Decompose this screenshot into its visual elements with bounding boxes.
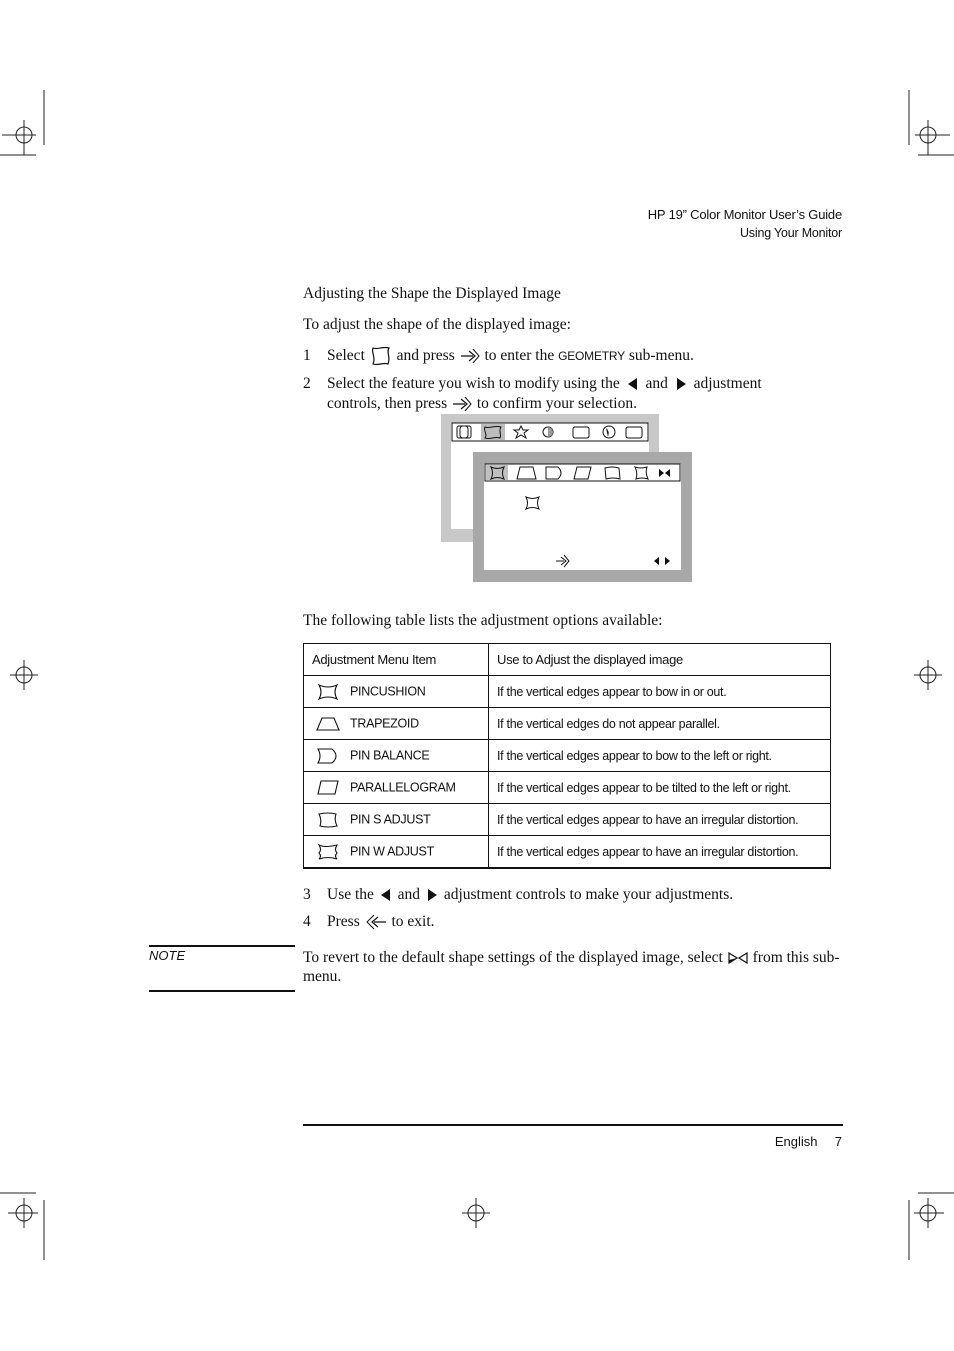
running-header-title: HP 19” Color Monitor User’s Guide [647, 207, 842, 222]
left-arrow-icon [378, 887, 394, 903]
section-title: Adjusting the Shape the Displayed Image [303, 285, 561, 302]
note-rule-bottom [149, 990, 295, 992]
page-footer [775, 1134, 842, 1149]
reset-icon [727, 951, 749, 965]
step-number: 4 [303, 913, 311, 930]
right-arrow-icon [672, 376, 690, 392]
pin-w-adjust-icon [316, 843, 340, 861]
trapezoid-icon [316, 715, 340, 733]
step-text: adjustment [693, 375, 762, 392]
note-text [303, 948, 843, 986]
column-header: Use to Adjust the displayed image [489, 644, 831, 676]
parallelogram-icon [316, 779, 340, 797]
step-text: to confirm your selection. [476, 395, 637, 412]
intro-text: To adjust the shape of the displayed image: [303, 316, 571, 333]
step-text: Select the feature you wish to modify using the [327, 375, 620, 392]
geometry-menu-name: GEOMETRY [558, 349, 625, 363]
usage-description: If the vertical edges appear to be tilted to the left or right. [489, 772, 831, 804]
menu-item-label: TRAPEZOID [350, 715, 419, 730]
menu-item-label: PIN W ADJUST [350, 843, 434, 858]
table-row [304, 708, 831, 740]
step-number: 1 [303, 347, 311, 364]
page-number: 7 [834, 1134, 842, 1149]
pin-balance-icon [316, 747, 340, 765]
step-text: to enter the [484, 347, 555, 364]
step-text: and [397, 886, 421, 903]
step-2 [303, 374, 843, 416]
step-text: adjustment controls to make your adjustments. [443, 886, 734, 903]
geometry-icon [369, 346, 393, 366]
table-header-row [304, 644, 831, 676]
step-4 [303, 912, 843, 934]
usage-description: If the vertical edges appear to have an irregular distortion. [489, 804, 831, 836]
table-row [304, 676, 831, 708]
note-rule-top [149, 945, 295, 947]
usage-description: If the vertical edges appear to have an irregular distortion. [489, 836, 831, 869]
usage-description: If the vertical edges appear to bow to the left or right. [489, 740, 831, 772]
osd-geometry-illustration [440, 413, 694, 585]
column-header: Adjustment Menu Item [304, 644, 489, 676]
step-text: Select [327, 347, 365, 364]
step-text: controls, then press [327, 395, 448, 412]
adjustment-options-table [303, 643, 831, 869]
step-1 [303, 346, 843, 368]
step-number: 3 [303, 886, 311, 903]
step-text: sub-menu. [628, 347, 694, 364]
pincushion-icon [316, 683, 340, 701]
note-label: NOTE [149, 948, 186, 963]
table-row [304, 740, 831, 772]
step-3 [303, 885, 843, 907]
footer-language: English [774, 1134, 818, 1149]
usage-description: If the vertical edges do not appear parallel. [489, 708, 831, 740]
menu-item-label: PINCUSHION [350, 683, 426, 698]
pin-s-adjust-icon [316, 811, 340, 829]
step-text: and [645, 375, 668, 392]
table-intro: The following table lists the adjustment options available: [303, 612, 663, 629]
note-text-part: To revert to the default shape settings of the displayed image, select [303, 949, 723, 966]
table-row [304, 772, 831, 804]
menu-item-label: PIN BALANCE [350, 747, 430, 762]
step-text: to exit. [391, 913, 435, 930]
usage-description: If the vertical edges appear to bow in or out. [489, 676, 831, 708]
running-header-subtitle: Using Your Monitor [739, 226, 842, 240]
table-row [304, 836, 831, 869]
footer-rule [303, 1124, 843, 1126]
enter-icon [451, 394, 473, 414]
step-number: 2 [303, 375, 311, 392]
left-arrow-icon [624, 376, 642, 392]
exit-icon [364, 912, 388, 932]
table-row [304, 804, 831, 836]
step-text: Use the [327, 886, 374, 903]
enter-icon [459, 346, 481, 366]
step-text: Press [327, 913, 360, 930]
step-text: and press [396, 347, 455, 364]
note-text-part: from this sub-menu. [303, 949, 840, 985]
menu-item-label: PARALLELOGRAM [350, 779, 456, 794]
menu-item-label: PIN S ADJUST [350, 811, 431, 826]
right-arrow-icon [424, 887, 440, 903]
